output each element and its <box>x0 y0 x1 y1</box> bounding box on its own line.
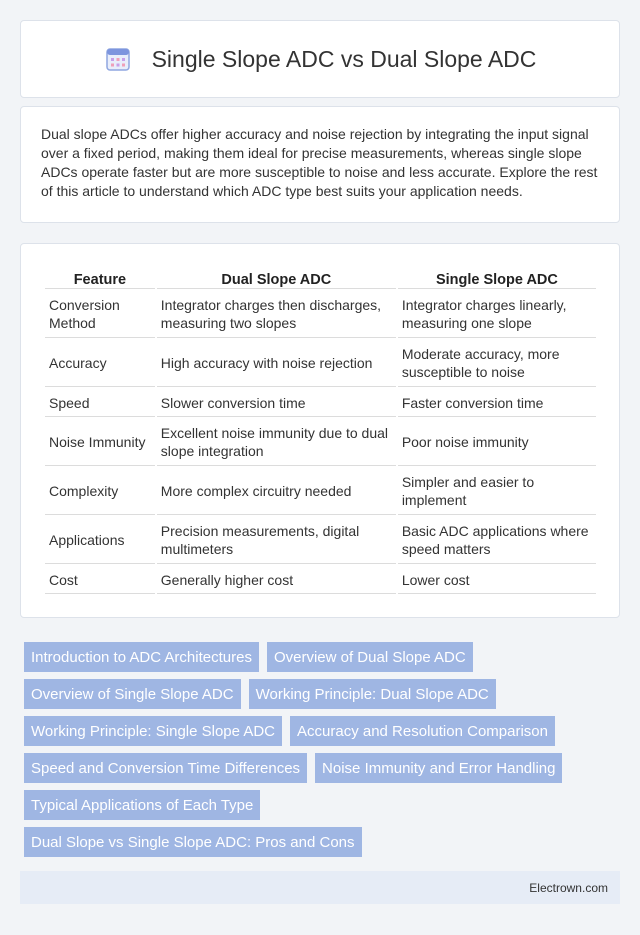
table-row <box>45 389 596 417</box>
summary-text: Dual slope ADCs offer higher accuracy and noise rejection by integrating the input signal over a fixed period, making them ideal for precise measurements, whereas single slope ADCs operate faster but are more susceptible to noise and less accurate. Explore the rest of this article to understand which ADC type best suits your application needs. <box>41 126 598 199</box>
table-cell: Accuracy <box>45 340 155 387</box>
table-row <box>45 468 596 515</box>
table-cell: Basic ADC applications where speed matters <box>398 517 596 564</box>
table-cell: Complexity <box>45 468 155 515</box>
table-cell: Generally higher cost <box>157 566 396 594</box>
table-cell: High accuracy with noise rejection <box>157 340 396 387</box>
topic-tag[interactable]: Accuracy and Resolution Comparison <box>290 716 555 746</box>
table-header: Single Slope ADC <box>398 264 596 289</box>
table-cell: Simpler and easier to implement <box>398 468 596 515</box>
table-row <box>45 566 596 594</box>
topic-tag[interactable]: Overview of Single Slope ADC <box>24 679 241 709</box>
table-cell: Lower cost <box>398 566 596 594</box>
topic-tag[interactable]: Noise Immunity and Error Handling <box>315 753 562 783</box>
table-row <box>45 291 596 338</box>
table-cell: Integrator charges linearly, measuring one slope <box>398 291 596 338</box>
topic-tag[interactable]: Working Principle: Dual Slope ADC <box>249 679 496 709</box>
table-cell: Speed <box>45 389 155 417</box>
table-cell: Applications <box>45 517 155 564</box>
table-header: Feature <box>45 264 155 289</box>
topic-tag[interactable]: Working Principle: Single Slope ADC <box>24 716 282 746</box>
table-cell: Cost <box>45 566 155 594</box>
summary-card <box>20 106 620 223</box>
table-cell: Poor noise immunity <box>398 419 596 466</box>
footer <box>20 871 620 904</box>
topic-tag[interactable]: Speed and Conversion Time Differences <box>24 753 307 783</box>
table-header: Dual Slope ADC <box>157 264 396 289</box>
table-cell: Moderate accuracy, more susceptible to noise <box>398 340 596 387</box>
table-cell: Excellent noise immunity due to dual slope integration <box>157 419 396 466</box>
table-header-row <box>45 264 596 289</box>
table-cell: Integrator charges then discharges, measuring two slopes <box>157 291 396 338</box>
table-row <box>45 340 596 387</box>
table-row <box>45 517 596 564</box>
topic-tags <box>24 642 614 864</box>
table-row <box>45 419 596 466</box>
table-cell: Precision measurements, digital multimeters <box>157 517 396 564</box>
table-cell: Noise Immunity <box>45 419 155 466</box>
table-cell: Faster conversion time <box>398 389 596 417</box>
topic-tag[interactable]: Introduction to ADC Architectures <box>24 642 259 672</box>
comparison-table <box>43 262 598 596</box>
topic-tag[interactable]: Dual Slope vs Single Slope ADC: Pros and Cons <box>24 827 362 857</box>
comparison-table-card <box>20 243 620 618</box>
page-title: Single Slope ADC vs Dual Slope ADC <box>151 45 537 72</box>
header-card <box>20 20 620 98</box>
topic-tag[interactable]: Overview of Dual Slope ADC <box>267 642 473 672</box>
table-cell: More complex circuitry needed <box>157 468 396 515</box>
topic-tag[interactable]: Typical Applications of Each Type <box>24 790 260 820</box>
table-cell: Slower conversion time <box>157 389 396 417</box>
table-cell: Conversion Method <box>45 291 155 338</box>
footer-site-name: Electrown.com <box>529 880 608 895</box>
calendar-icon <box>104 45 132 73</box>
